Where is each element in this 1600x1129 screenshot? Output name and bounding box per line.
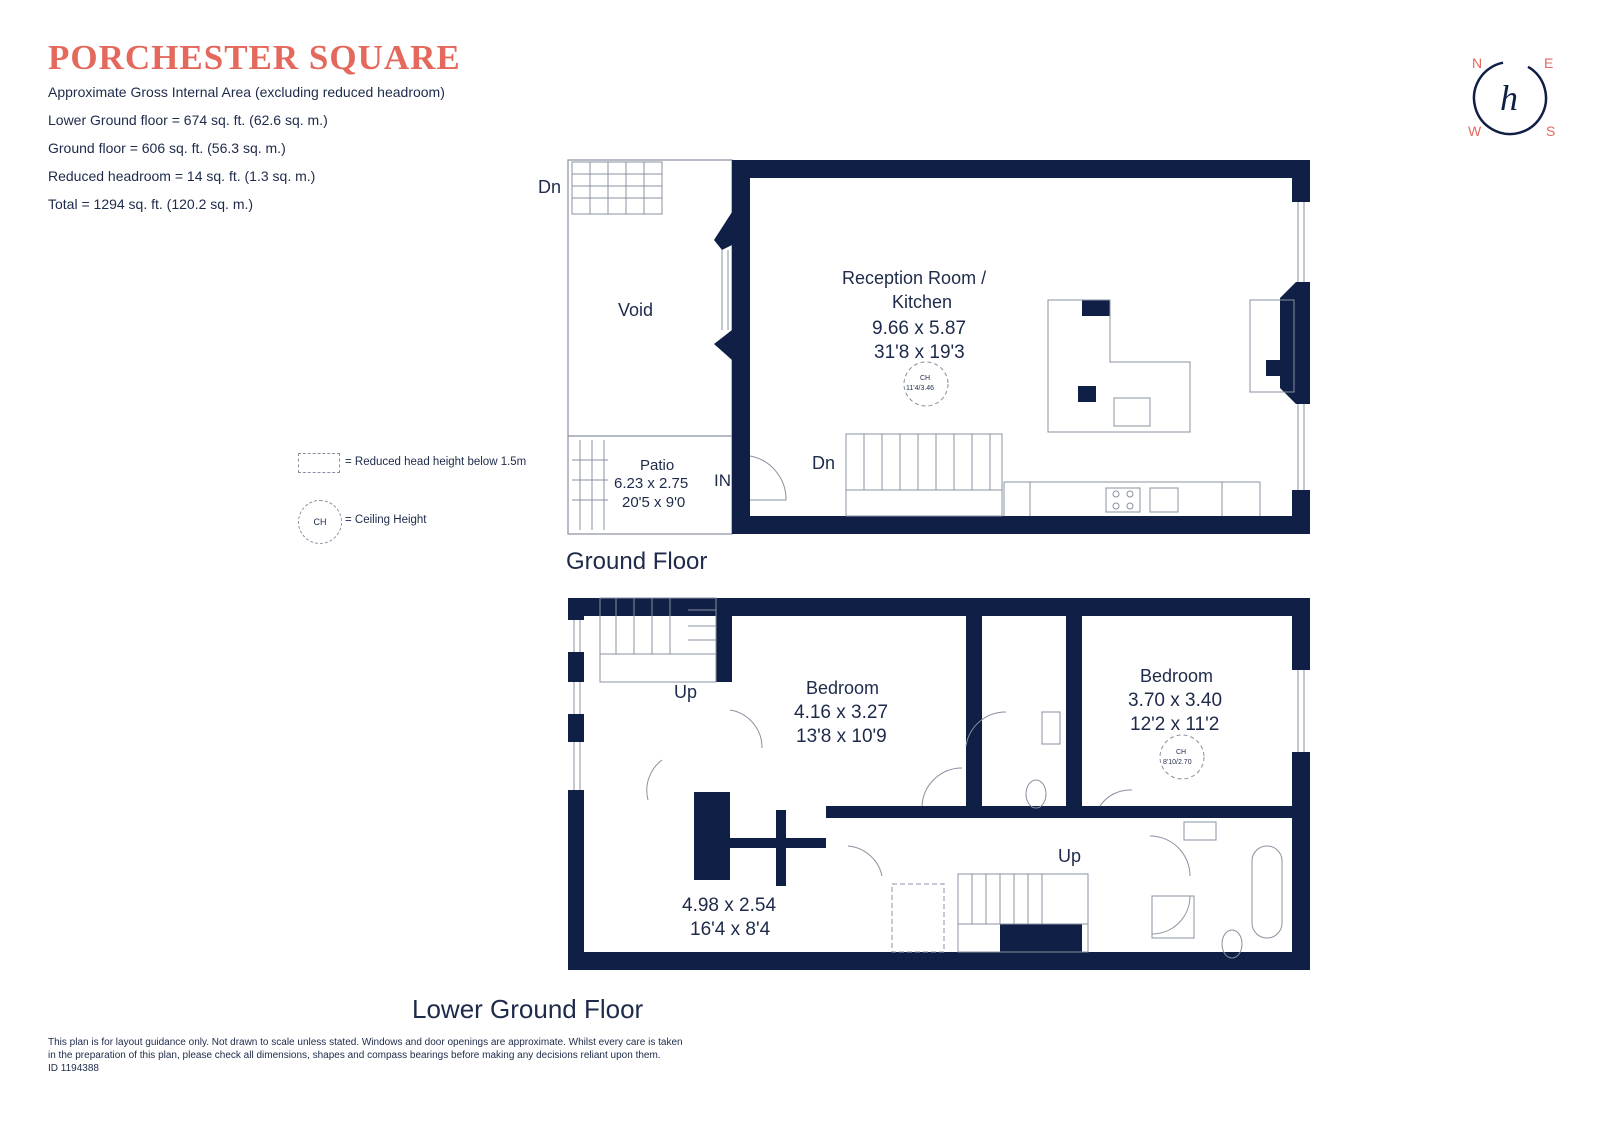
ceiling-height-legend-text: = Ceiling Height [345,514,427,526]
reception-ch-circle [904,362,948,406]
ground-floor-walls [714,160,1310,534]
bedroom2-name: Bedroom [1140,666,1214,686]
stair-patio [572,440,608,530]
stair-dn-label-kitchen: Dn [812,453,836,473]
bedroom2-ch-value: 8'10/2.70 [1163,759,1192,766]
disclaimer-id: ID 1194388 [48,1063,99,1074]
reception-name-line1: Reception Room / [842,268,987,288]
compass-s: S [1546,123,1556,139]
lower-ground-floor-label: Lower Ground Floor [412,994,644,1024]
bedroom1-metric: 4.16 x 3.27 [794,702,889,723]
bedroom2-metric: 3.70 x 3.40 [1128,690,1223,711]
property-title: PORCHESTER SQUARE [48,38,461,77]
disclaimer [48,1036,828,1075]
logo-letter: h [1500,78,1518,118]
area-total: Total = 1294 sq. ft. (120.2 sq. m.) [48,196,254,212]
reception-ch-label: CH [920,375,931,382]
reception-metric: 9.66 x 5.87 [872,318,967,339]
stair-kitchen [846,434,1002,516]
stair-up-label-left: Up [674,682,698,702]
ground-floor-label: Ground Floor [566,548,708,575]
patio-metric: 6.23 x 2.75 [614,475,689,492]
bedroom1-imperial: 13'8 x 10'9 [796,726,887,747]
stair-dn-label-top: Dn [538,177,562,197]
compass-w: W [1468,123,1482,139]
area-reduced-headroom: Reduced headroom = 14 sq. ft. (1.3 sq. m.) [48,168,316,184]
patio-imperial: 20'5 x 9'0 [622,494,686,511]
room3-metric: 4.98 x 2.54 [682,895,777,916]
kitchen-island [1048,300,1294,432]
area-ground: Ground floor = 606 sq. ft. (56.3 sq. m.) [48,140,286,156]
entrance-label: IN [714,471,731,490]
reception-ch-value: 11'4/3.46 [906,385,935,392]
stair-up-label-hall: Up [1058,846,1082,866]
lower-ground-floor-plan [568,598,1310,970]
patio-label: Patio [640,457,675,474]
entrance-door-swing [750,456,786,500]
disclaimer-line1: This plan is for layout guidance only. Not drawn to scale unless stated. Windows and door openings are approximate. Whilst every care is taken [48,1037,683,1048]
room3-imperial: 16'4 x 8'4 [690,919,771,940]
kitchen-units [1004,482,1260,516]
void-label: Void [618,300,654,320]
reduced-head-legend-text: = Reduced head height below 1.5m [345,456,527,468]
bedroom2-ch-label: CH [1176,749,1187,756]
area-lower-ground: Lower Ground floor = 674 sq. ft. (62.6 sq. m.) [48,112,328,128]
disclaimer-line2: in the preparation of this plan, please check all dimensions, shapes and compass bearings before making any decisions reliant upon them. [48,1050,661,1061]
bedroom2-imperial: 12'2 x 11'2 [1130,714,1220,735]
compass-n: N [1472,55,1483,71]
reception-imperial: 31'8 x 19'3 [874,342,965,363]
area-heading: Approximate Gross Internal Area (excluding reduced headroom) [48,84,445,100]
bedroom-ch-circle [1160,735,1204,779]
ch-symbol-label: CH [313,517,327,527]
stair-top-left [572,162,662,214]
reception-name-line2: Kitchen [892,292,953,312]
bathroom-fixtures [1026,712,1282,958]
bedroom1-name: Bedroom [806,678,880,698]
compass-e: E [1544,55,1554,71]
